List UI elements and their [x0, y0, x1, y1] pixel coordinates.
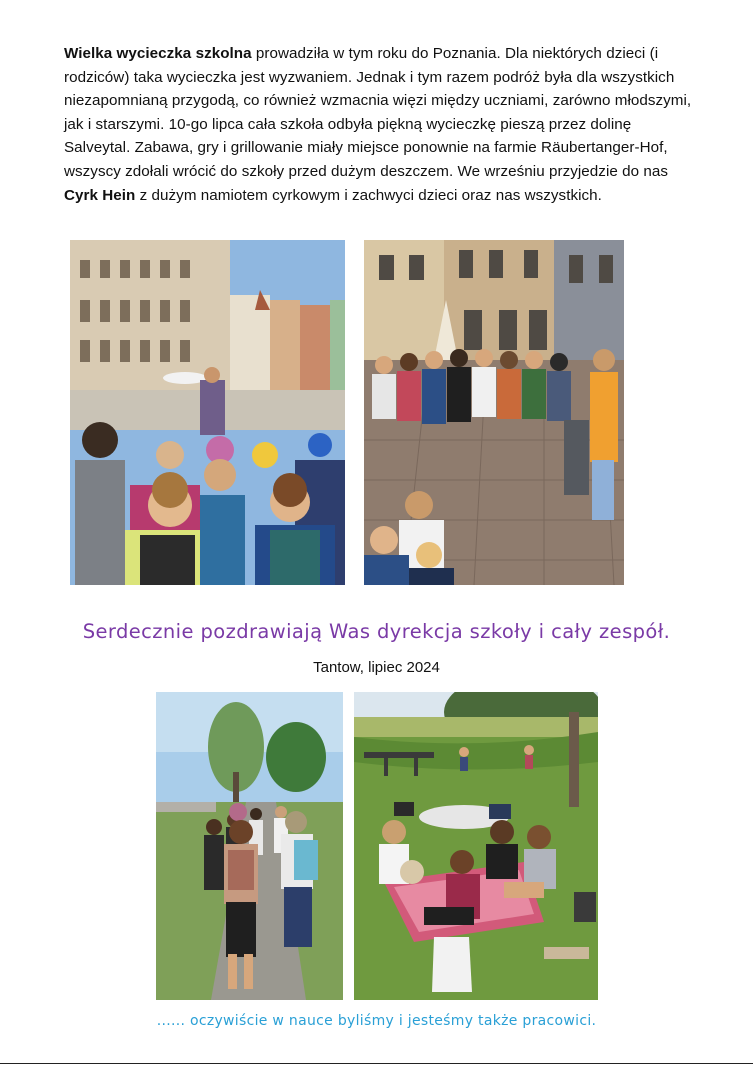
article-bold-trip: Wielka wycieczka szkolna: [64, 45, 252, 62]
article-text-2: z dużym namiotem cyrkowym i zachwyci dzieci oraz nas wszystkich.: [135, 186, 602, 204]
article-bold-circus: Cyrk Hein: [64, 186, 136, 204]
photo-poznan-square: [70, 240, 345, 585]
photo-picnic-blanket: [354, 692, 598, 1000]
article-text-1: prowadziła w tym roku do Poznania. Dla niektórych dzieci (i rodziców) taka wycieczka jest wyzwaniem. Jednak i tym razem podróż była dla wszystkich niezapomnianą przygodą, co również wzmacnia więzi między uczniami, zarówno młodszymi, jak i starszymi. 10-go lipca cała szkoła odbyła piękną wycieczkę pieszą przez dolinę Salveytal. Zabawa, gry i grillowanie miały miejsce ponownie na farmie Räubertanger-Hof, wszyscy zdołali wrócić do szkoły przed dużym deszczem. We wrześniu przyjedzie do nas: [64, 45, 692, 180]
photo-hiking-path: [156, 692, 343, 1000]
article-paragraph: [64, 42, 692, 207]
page-bottom-rule: [0, 1063, 753, 1064]
greeting-text: Serdecznie pozdrawiają Was dyrekcja szkoły i cały zespół.: [82, 620, 671, 643]
photo-group-guide: [364, 240, 624, 585]
footer-note: ...... oczywiście w nauce byliśmy i jesteśmy także pracowici.: [156, 1013, 597, 1029]
place-date: Tantow, lipiec 2024: [313, 659, 440, 676]
